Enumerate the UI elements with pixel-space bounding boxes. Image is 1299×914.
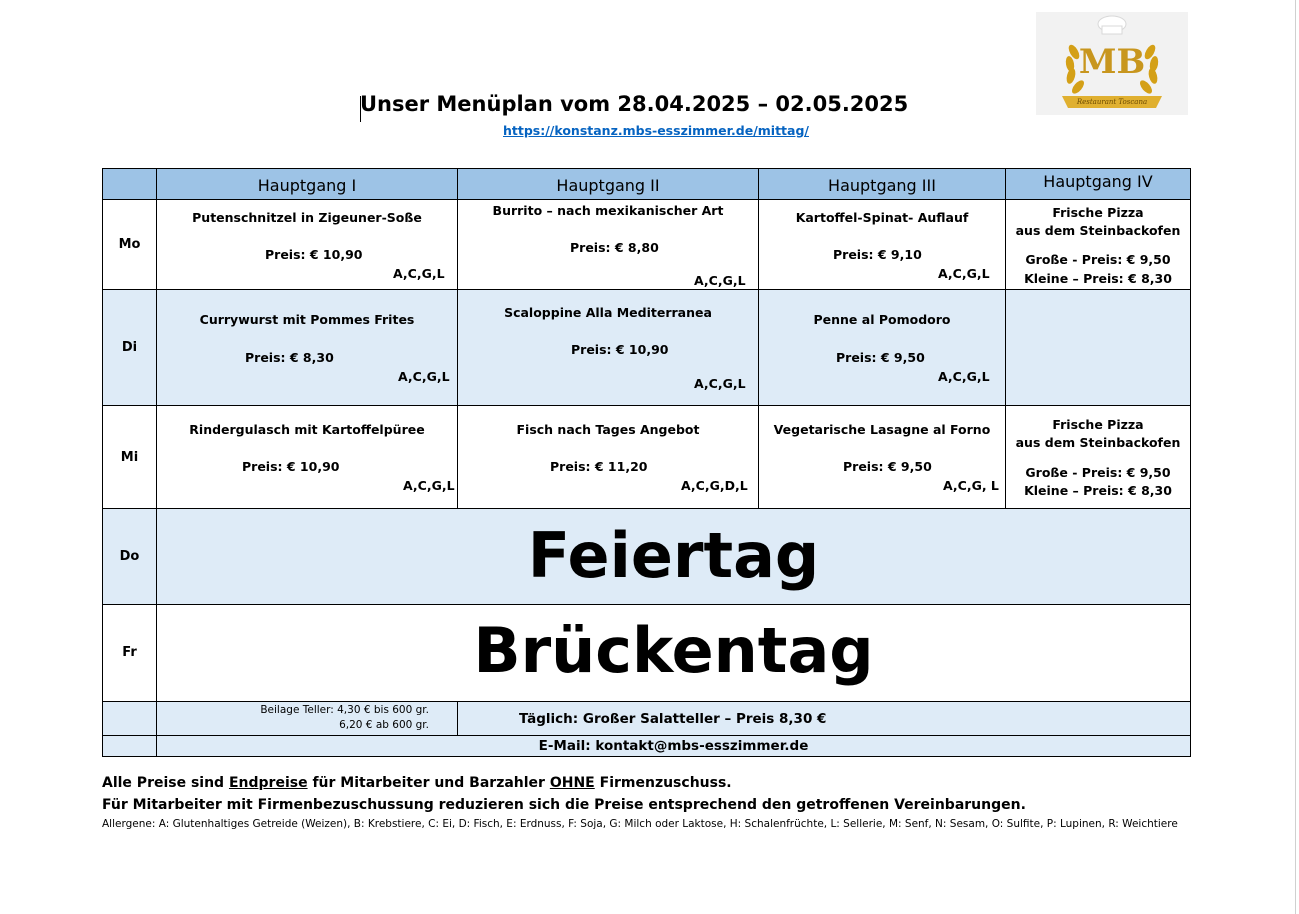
bridge-day-text: Brückentag <box>473 614 874 687</box>
dish-name: Frische Pizza <box>1052 205 1144 220</box>
dish-allergens: A,C,G,L <box>393 266 445 281</box>
day-cell-do <box>102 508 157 605</box>
dish-allergens: A,C,G,L <box>694 376 746 391</box>
email-corner <box>102 735 157 757</box>
dish-name: Vegetarische Lasagne al Forno <box>773 422 991 437</box>
holiday-text: Feiertag <box>527 519 820 592</box>
col-3-label: Hauptgang III <box>828 176 936 195</box>
dish-name: Putenschnitzel in Zigeuner-Soße <box>192 210 422 225</box>
footer-ohne: OHNE <box>549 775 595 791</box>
dish-name: Burrito – nach mexikanischer Art <box>492 203 724 218</box>
menu-cell <box>156 405 458 509</box>
dish-price: Große - Preis: € 9,50 <box>1025 465 1171 480</box>
menu-cell <box>758 199 1006 290</box>
dish-name: Rindergulasch mit Kartoffelpüree <box>189 422 425 437</box>
email-address[interactable]: E-Mail: kontakt@mbs-esszimmer.de <box>538 738 809 754</box>
page-edge <box>1295 0 1296 914</box>
dish-name: Scaloppine Alla Mediterranea <box>504 305 712 320</box>
footer-prices-note <box>102 775 732 791</box>
menu-cell <box>457 199 759 290</box>
menu-cell <box>1005 405 1191 509</box>
dish-name: Frische Pizza <box>1052 417 1144 432</box>
dish-allergens: A,C,G,L <box>938 266 990 281</box>
sides-corner <box>102 701 157 736</box>
day-label: Mi <box>120 450 139 465</box>
beilage-line-2: 6,20 € ab 600 gr. <box>339 719 429 731</box>
salad-offer: Täglich: Großer Salatteller – Preis 8,30 € <box>519 711 827 727</box>
logo-ribbon: Restaurant Toscana <box>1076 98 1148 106</box>
dish-price-2: Kleine – Preis: € 8,30 <box>1024 271 1172 286</box>
dish-price: Preis: € 10,90 <box>571 342 669 357</box>
salad-cell <box>457 701 1191 736</box>
header-col-1 <box>156 168 458 200</box>
col-4-label: Hauptgang IV <box>1043 172 1153 191</box>
menu-cell <box>457 405 759 509</box>
day-cell-fr <box>102 604 157 702</box>
footer-allergen-legend: Allergene: A: Glutenhaltiges Getreide (Weizen), B: Krebstiere, C: Ei, D: Fisch, E: Erdnuss, F: Soja, G: Milch oder Laktose, H: Schalenfrüchte, L: Sellerie, M: Senf, N: Sesam, O: Sulfite, P: Lupinen, R: Weichtiere <box>102 818 1178 830</box>
logo-monogram: MB <box>1078 42 1146 82</box>
dish-price-2: Kleine – Preis: € 8,30 <box>1024 483 1172 498</box>
menu-link[interactable]: https://konstanz.mbs-esszimmer.de/mittag/ <box>503 123 809 138</box>
menu-cell <box>1005 199 1191 290</box>
header-col-4 <box>1005 168 1191 200</box>
day-label: Fr <box>122 645 137 660</box>
dish-allergens: A,C,G,D,L <box>681 478 748 493</box>
menu-cell <box>457 289 759 406</box>
footer-text: für Mitarbeiter und Barzahler <box>307 775 550 791</box>
footer-text: Firmenzuschuss. <box>594 775 732 791</box>
dish-price: Preis: € 8,80 <box>570 240 659 255</box>
restaurant-logo <box>1036 12 1188 115</box>
beilage-line-1: Beilage Teller: 4,30 € bis 600 gr. <box>260 704 429 716</box>
day-cell-mo <box>102 199 157 290</box>
footer-endpreise: Endpreise <box>228 775 308 791</box>
dish-price: Preis: € 9,50 <box>836 350 925 365</box>
dish-allergens: A,C,G,L <box>403 478 455 493</box>
menu-cell <box>156 199 458 290</box>
dish-name: Fisch nach Tages Angebot <box>516 422 700 437</box>
footer-text: Alle Preise sind <box>102 775 229 791</box>
day-label: Mo <box>118 237 141 252</box>
dish-name-2: aus dem Steinbackofen <box>1015 223 1181 238</box>
menu-cell-empty <box>1005 289 1191 406</box>
day-cell-mi <box>102 405 157 509</box>
dish-price: Preis: € 11,20 <box>550 459 648 474</box>
day-label: Di <box>121 340 138 355</box>
dish-name: Currywurst mit Pommes Frites <box>199 312 415 327</box>
footer-company-note: Für Mitarbeiter mit Firmenbezuschussung reduzieren sich die Preise entsprechend den getroffenen Vereinbarungen. <box>102 797 1026 813</box>
dish-price: Große - Preis: € 9,50 <box>1025 252 1171 267</box>
header-col-2 <box>457 168 759 200</box>
dish-price: Preis: € 8,30 <box>245 350 334 365</box>
dish-price: Preis: € 10,90 <box>242 459 340 474</box>
dish-allergens: A,C,G,L <box>694 273 746 288</box>
dish-name: Penne al Pomodoro <box>813 312 951 327</box>
day-label: Do <box>119 549 140 564</box>
page-title: Unser Menüplan vom 28.04.2025 – 02.05.2025 <box>360 92 909 116</box>
dish-name-2: aus dem Steinbackofen <box>1015 435 1181 450</box>
day-cell-di <box>102 289 157 406</box>
menu-cell <box>758 405 1006 509</box>
dish-allergens: A,C,G,L <box>938 369 990 384</box>
dish-allergens: A,C,G,L <box>398 369 450 384</box>
beilage-cell <box>156 701 458 736</box>
header-corner <box>102 168 157 200</box>
dish-allergens: A,C,G, L <box>943 478 999 493</box>
dish-name: Kartoffel-Spinat- Auflauf <box>795 210 969 225</box>
header-col-3 <box>758 168 1006 200</box>
col-2-label: Hauptgang II <box>556 176 660 195</box>
dish-price: Preis: € 10,90 <box>265 247 363 262</box>
menu-cell <box>758 289 1006 406</box>
menu-cell <box>156 289 458 406</box>
col-1-label: Hauptgang I <box>257 176 357 195</box>
dish-price: Preis: € 9,50 <box>843 459 932 474</box>
holiday-cell <box>156 508 1191 605</box>
email-cell <box>156 735 1191 757</box>
dish-price: Preis: € 9,10 <box>833 247 922 262</box>
bridge-day-cell <box>156 604 1191 702</box>
